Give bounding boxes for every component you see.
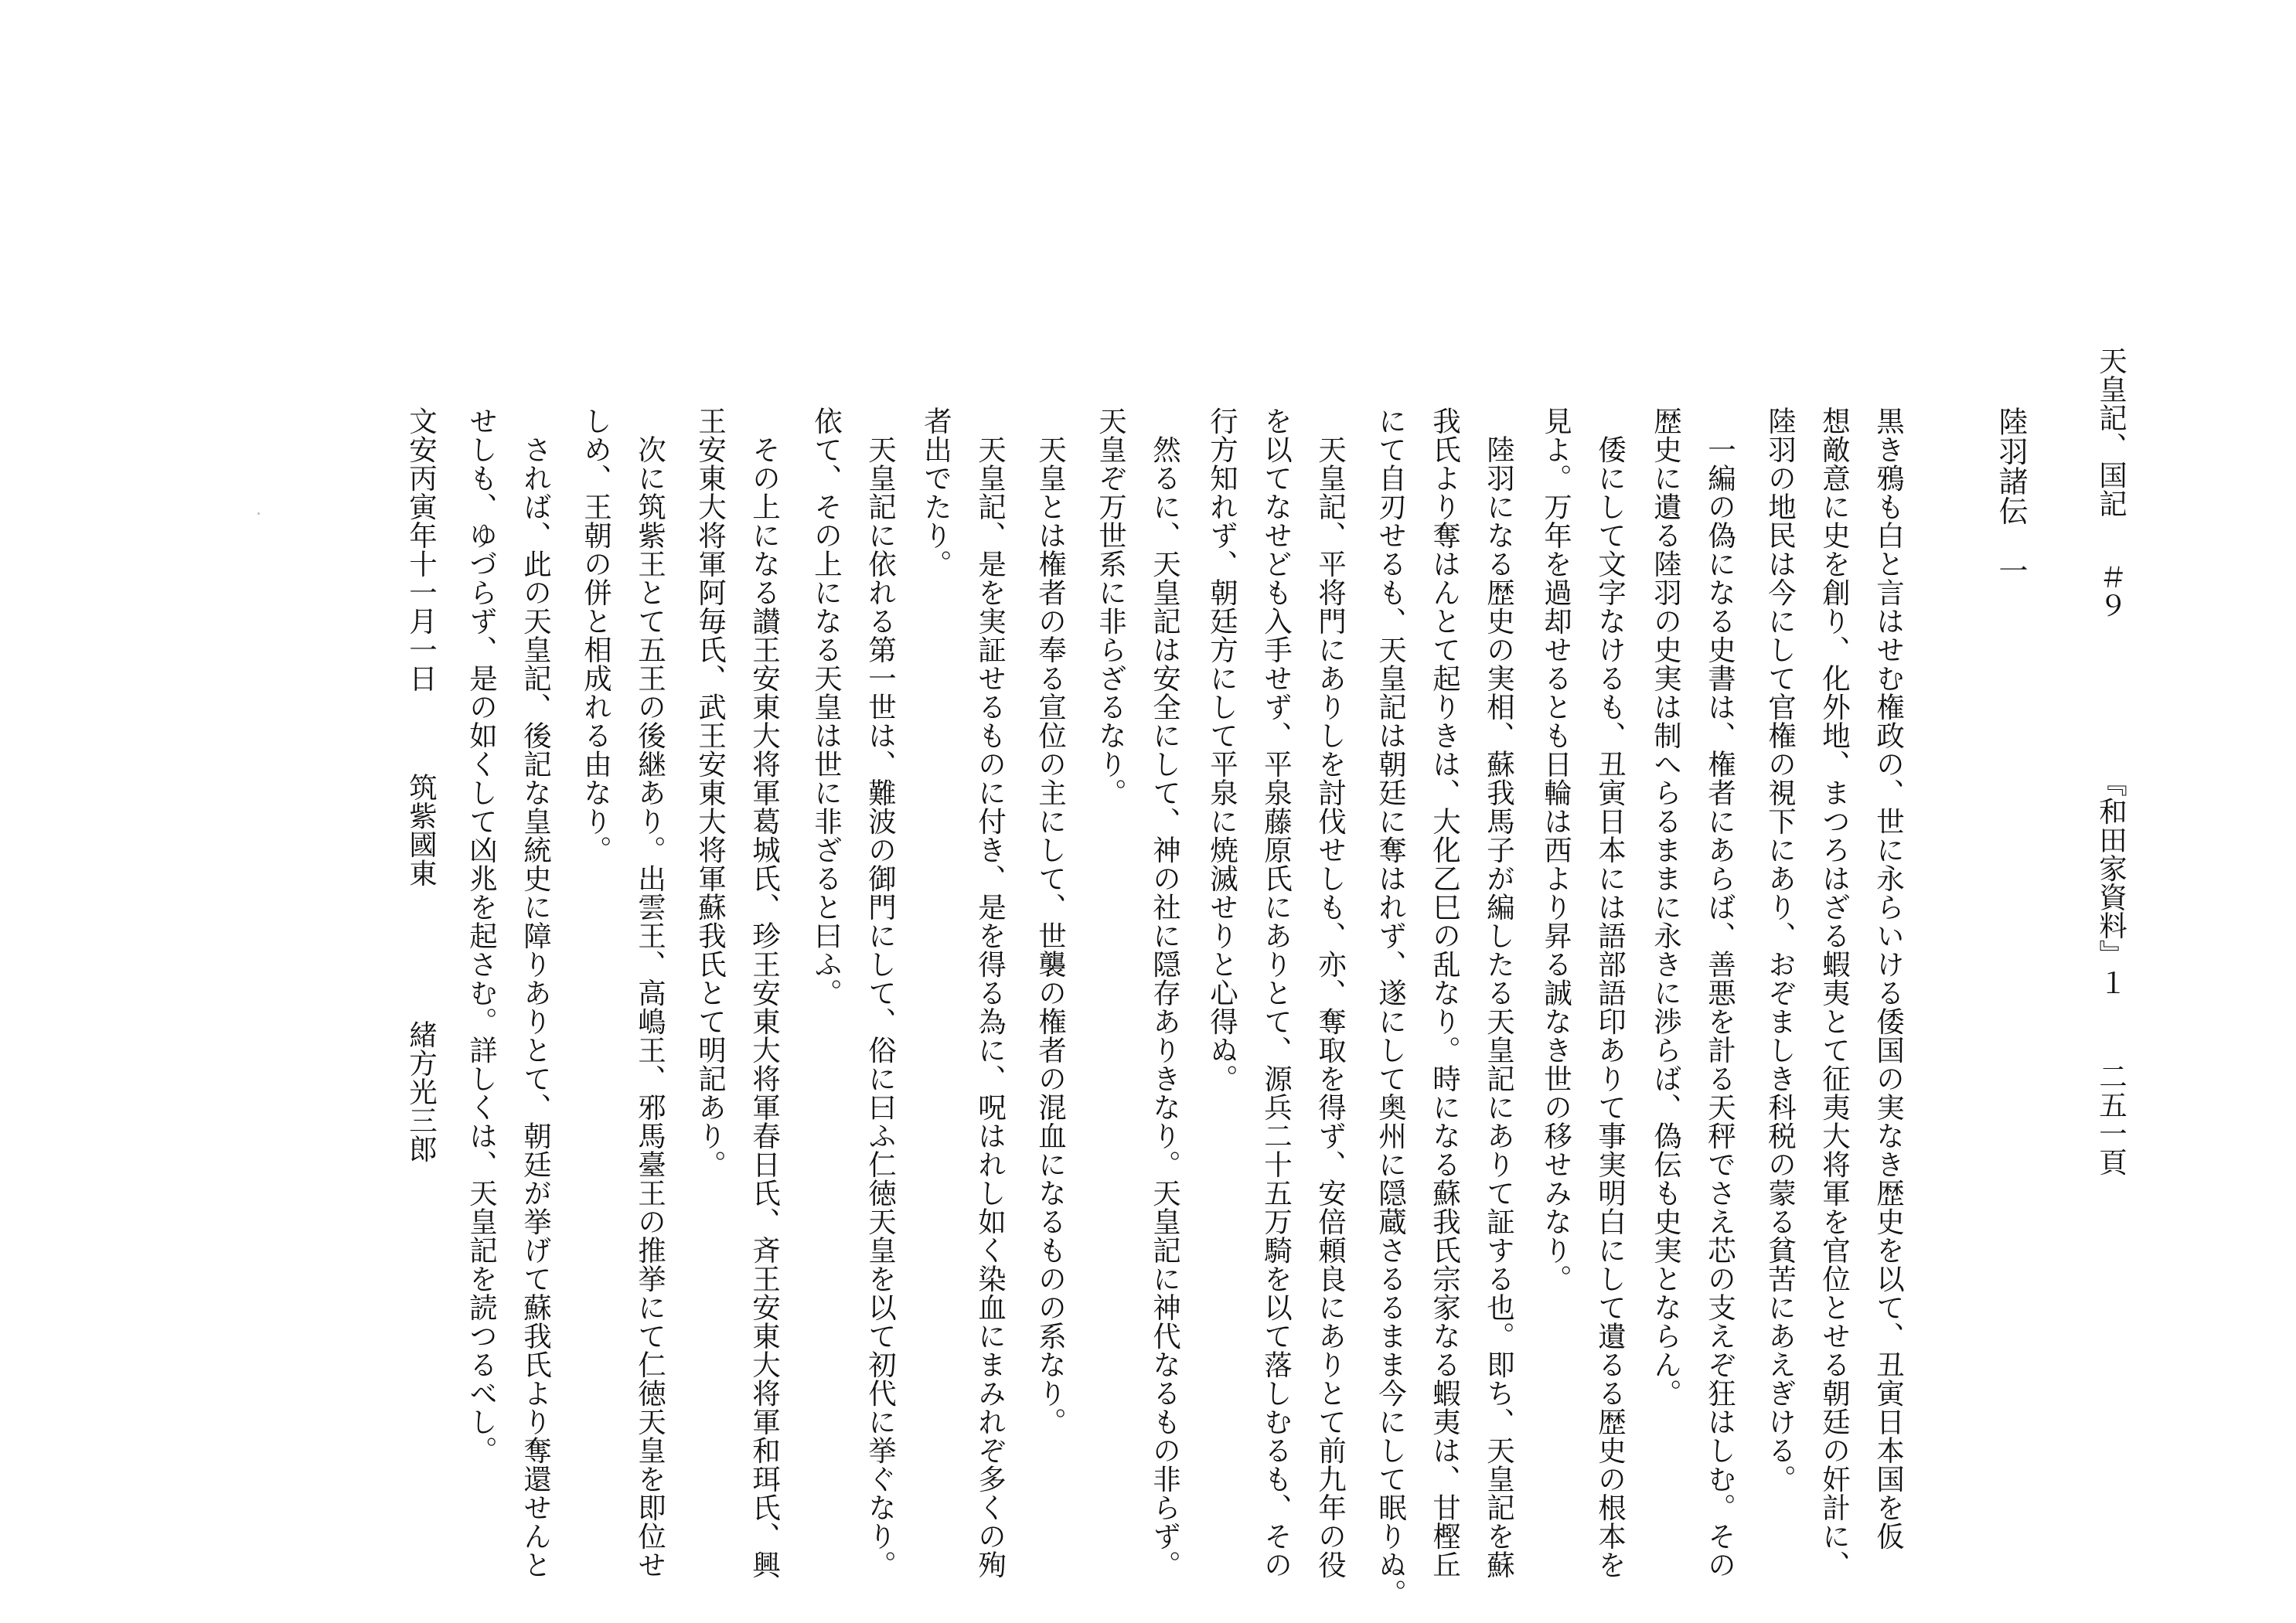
scan-speck [257, 512, 260, 515]
body-line: 者出でたり。 [919, 407, 953, 578]
body-line: 想敵意に史を創り、化外地、まつろはざる蝦夷とて征夷大将軍を官位とせる朝廷の奸計に、 [1817, 407, 1851, 1579]
header-page-number: 二五一頁 [2094, 1062, 2128, 1176]
body-line: 依て、その上になる天皇は世に非ざると曰ふ。 [809, 407, 843, 1007]
body-line: 我氏より奪はんとて起りきは、大化乙巳の乱なり。時になる蘇我氏宗家なる蝦夷は、甘樫丘 [1428, 407, 1462, 1579]
signature-date: 文安丙寅年十一月一日 [404, 407, 438, 692]
body-line: 天皇記に依れる第一世は、難波の御門にして、俗に曰ふ仁徳天皇を以て初代に挙ぐなり。 [864, 407, 898, 1579]
body-line: 黒き鴉も白と言はせむ権政の、世に永らいける倭国の実なき歴史を以て、丑寅日本国を仮 [1872, 407, 1906, 1550]
body-line: 天皇記、是を実証せるものに付き、是を得る為に、呪はれし如く染血にまみれぞ多くの殉 [973, 407, 1007, 1579]
body-line: 天皇とは権者の奉る宣位の主にして、世襲の権者の混血になるものの系なり。 [1034, 407, 1068, 1436]
body-line: その上になる讃王安東大将軍葛城氏、珍王安東大将軍春日氏、斉王安東大将軍和珥氏、興 [748, 407, 782, 1579]
body-line: 見よ。万年を過却せるとも日輪は西より昇る誠なき世の移せみなり。 [1539, 407, 1573, 1293]
body-line: 次に筑紫王とて五王の後継あり。出雲王、高嶋王、邪馬臺王の推挙にて仁徳天皇を即位せ [633, 407, 667, 1579]
body-line: 天皇記、平将門にありしを討伐せしも、亦、奪取を得ず、安倍頼良にありとて前九年の役 [1313, 407, 1347, 1579]
signature-place: 筑紫國東 [404, 773, 438, 887]
body-line: されば、此の天皇記、後記な皇統史に障りありとて、朝廷が挙げて蘇我氏より奪還せんと [519, 407, 553, 1579]
body-line: にて自刃せるも、天皇記は朝廷に奪はれず、遂にして奥州に隠蔵さるるまま今にして眠りぬ。 [1374, 407, 1408, 1608]
body-line: 歴史に遺る陸羽の史実は制へらるままに永きに渉らば、偽伝も史実とならん。 [1649, 407, 1683, 1407]
body-line: 行方知れず、朝廷方にして平泉に焼滅せりと心得ぬ。 [1205, 407, 1239, 1093]
document-title: 陸羽諸伝 一 [1994, 407, 2028, 585]
body-line: 然るに、天皇記は安全にして、神の社に隠存ありきなり。天皇記に神代なるもの非らず。 [1148, 407, 1182, 1579]
body-line: を以てなせども入手せず、平泉藤原氏にありとて、源兵二十五万騎を以て落しむるも、その [1259, 407, 1293, 1579]
body-line: しめ、王朝の併と相成れる由なり。 [579, 407, 613, 864]
header-number: ＃９ [2094, 563, 2128, 620]
header-source: 『和田家資料』１ [2094, 768, 2128, 997]
body-line: 陸羽の地民は今にして官権の視下にあり、おぞましき科税の蒙る貧苦にあえぎける。 [1763, 407, 1797, 1493]
page-header [2087, 346, 2134, 1196]
body-line: 陸羽になる歴史の実相、蘇我馬子が編したる天皇記にありて証する也。即ち、天皇記を蘇 [1482, 407, 1516, 1579]
body-line: 天皇ぞ万世系に非らざるなり。 [1094, 407, 1128, 807]
header-series: 天皇記、国記 [2094, 346, 2128, 518]
body-line: 王安東大将軍阿毎氏、武王安東大将軍蘇我氏とて明記あり。 [693, 407, 727, 1179]
body-line: せしも、ゆづらず、是の如くして凶兆を起さむ。詳しくは、天皇記を読つるべし。 [465, 407, 499, 1465]
body-line: 一編の偽になる史書は、権者にあらば、善悪を計る天秤でさえ芯の支えぞ狂はしむ。その [1703, 407, 1737, 1579]
document-title-block [1987, 407, 2033, 716]
signature-author: 緒方光三郎 [404, 1020, 438, 1163]
body-line: 倭にして文字なけるも、丑寅日本には語部語印ありて事実明白にして遺るる歴史の根本を [1593, 407, 1627, 1579]
